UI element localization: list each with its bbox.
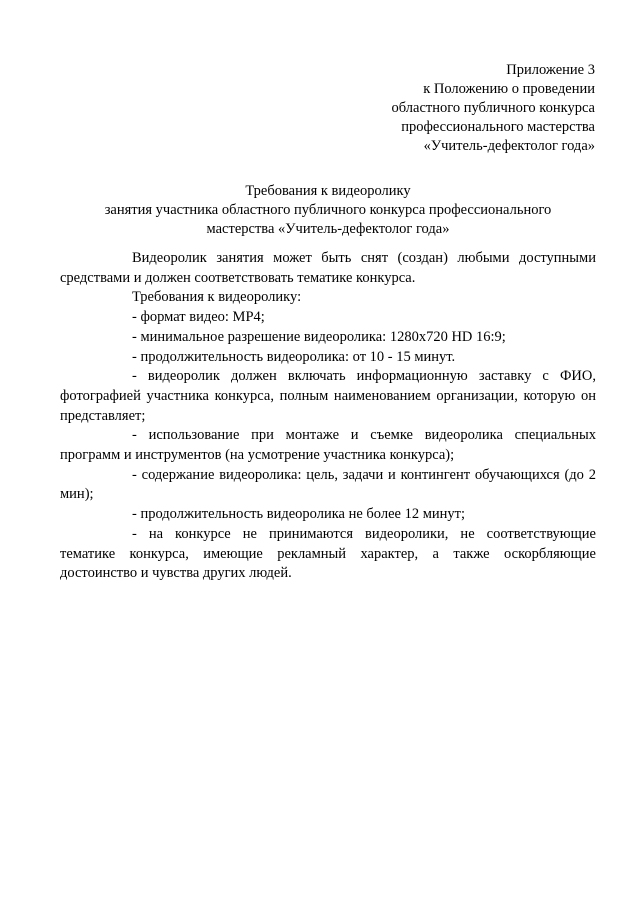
title-line: мастерства «Учитель-дефектолог года» [206, 221, 450, 237]
requirements-heading: Требования к видеоролику: [132, 289, 302, 306]
requirement-item: - использование при монтаже и съемке видеоролика специальных программ и инструментов (на усмотрение участника конкурса); [60, 427, 596, 464]
appendix-reference-line: к Положению о проведении [423, 81, 595, 97]
requirement-item: - на конкурсе не принимаются видеоролики, не соответствующие тематике конкурса, имеющие рекламный характер, а также оскорбляющие достоинство и чувства других людей. [60, 525, 596, 582]
requirement-item: - минимальное разрешение видеоролика: 1280х720 HD 16:9; [132, 328, 506, 345]
appendix-reference-line: областного публичного конкурса [391, 100, 595, 116]
requirement-item: - содержание видеоролика: цель, задачи и контингент обучающихся (до 2 мин); [60, 466, 596, 503]
appendix-number: Приложение 3 [506, 62, 595, 78]
document-title [60, 182, 596, 239]
document-body [60, 249, 596, 584]
requirement-item: - видеоролик должен включать информационную заставку с ФИО, фотографией участника конкурса, полным наименованием организации, которую он представляет; [60, 368, 596, 424]
intro-paragraph: Видеоролик занятия может быть снят (создан) любыми доступными средствами и должен соответствовать тематике конкурса. [60, 250, 596, 286]
appendix-header [392, 61, 595, 156]
requirement-item: - продолжительность видеоролика не более 12 минут; [132, 506, 466, 523]
appendix-reference-line: профессионального мастерства [401, 119, 595, 135]
title-line: занятия участника областного публичного конкурса профессионального [104, 202, 552, 218]
title-line: Требования к видеоролику [245, 183, 411, 199]
requirement-item: - формат видео: MP4; [132, 309, 265, 326]
requirement-item: - продолжительность видеоролика: от 10 - 15 минут. [132, 348, 456, 365]
appendix-contest-name: «Учитель-дефектолог года» [423, 138, 595, 154]
